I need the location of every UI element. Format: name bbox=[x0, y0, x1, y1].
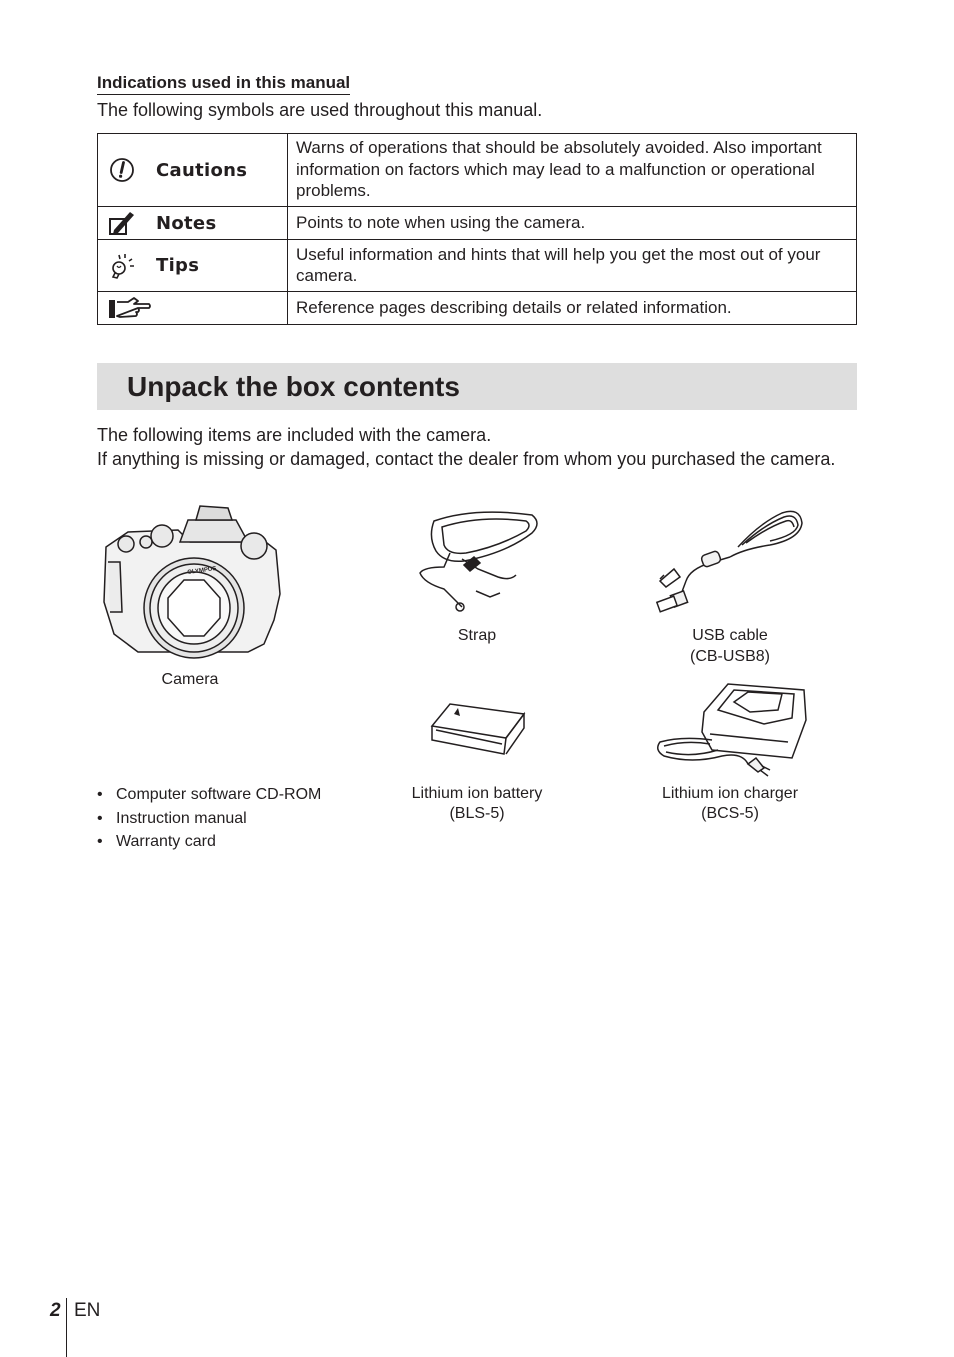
table-row bbox=[98, 292, 857, 325]
reference-description: Reference pages describing details or related information. bbox=[288, 292, 857, 325]
tips-icon bbox=[108, 252, 136, 280]
camera-illustration bbox=[98, 502, 284, 662]
usb-cable-model: (CB-USB8) bbox=[689, 648, 770, 665]
notes-description: Points to note when using the camera. bbox=[288, 207, 857, 240]
strap-illustration bbox=[414, 507, 540, 615]
list-item: • Warranty card bbox=[97, 830, 321, 854]
symbols-table bbox=[97, 133, 857, 325]
charger-model: (BCS-5) bbox=[701, 805, 759, 822]
table-row bbox=[98, 207, 857, 240]
cautions-label: Cautions bbox=[156, 159, 248, 181]
list-item: • Computer software CD-ROM bbox=[97, 783, 321, 807]
table-row bbox=[98, 134, 857, 207]
tips-label: Tips bbox=[156, 255, 200, 276]
notes-label: Notes bbox=[156, 212, 217, 234]
cautions-description: Warns of operations that should be absolutely avoided. Also important information on factors which may lead to a malfunction or operational problems. bbox=[288, 134, 857, 207]
intro-text: The following symbols are used throughout this manual. bbox=[97, 100, 543, 120]
battery-caption: Lithium ion battery bbox=[411, 785, 543, 802]
missing-text: If anything is missing or damaged, contact the dealer from whom you purchased the camera. bbox=[97, 449, 836, 469]
caution-icon bbox=[108, 156, 136, 184]
extras-list bbox=[97, 783, 321, 854]
list-item: • Instruction manual bbox=[97, 807, 321, 831]
table-row bbox=[98, 240, 857, 292]
charger-illustration bbox=[652, 680, 808, 780]
section-title: Unpack the box contents bbox=[127, 371, 460, 402]
page-number: 2 bbox=[50, 1300, 61, 1321]
page-divider bbox=[66, 1298, 67, 1357]
page-language: EN bbox=[74, 1300, 101, 1321]
reference-hand-icon bbox=[108, 296, 152, 320]
charger-caption: Lithium ion charger bbox=[661, 785, 799, 802]
strap-caption: Strap bbox=[457, 627, 497, 644]
usb-cable-caption: USB cable bbox=[692, 627, 768, 644]
included-text: The following items are included with the camera. bbox=[97, 425, 492, 445]
camera-caption: Camera bbox=[161, 671, 219, 688]
battery-model: (BLS-5) bbox=[449, 805, 505, 822]
battery-illustration bbox=[428, 700, 526, 758]
usb-cable-illustration bbox=[650, 505, 806, 617]
section-heading: Indications used in this manual bbox=[97, 73, 350, 95]
notes-icon bbox=[108, 209, 136, 237]
tips-description: Useful information and hints that will help you get the most out of your camera. bbox=[288, 240, 857, 292]
camera-brand-text: OLYMPUS bbox=[187, 566, 217, 577]
